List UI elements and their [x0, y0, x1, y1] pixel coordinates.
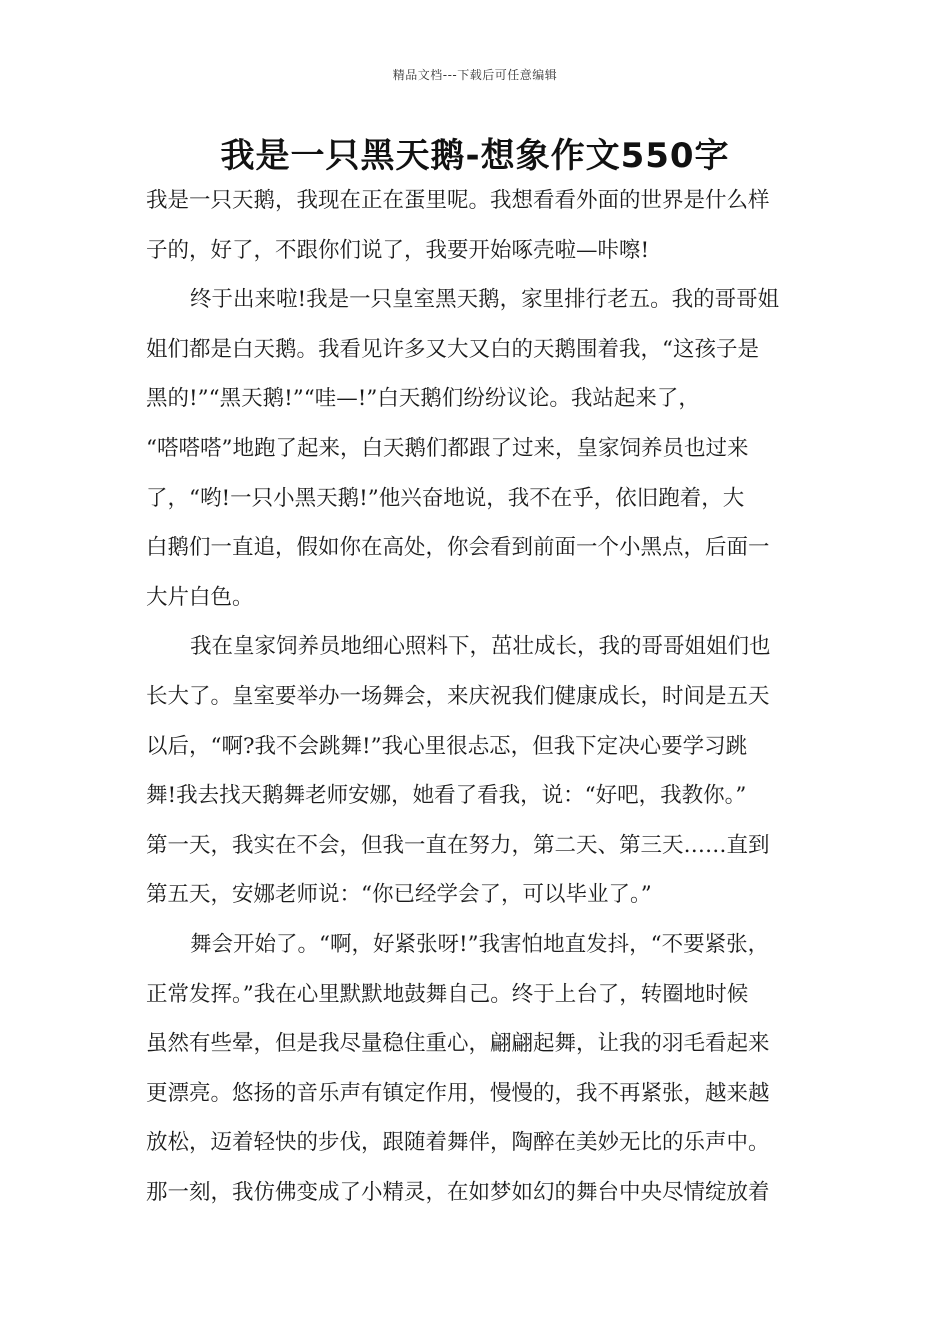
- text-line: 了，“哟!一只小黑天鹅!”他兴奋地说，我不在乎，依旧跑着，大: [146, 485, 745, 511]
- text-line: 白鹅们一直追，假如你在高处，你会看到前面一个小黑点，后面一: [146, 535, 770, 561]
- text-line: 第一天，我实在不会，但我一直在努力，第二天、第三天……直到: [146, 832, 770, 858]
- page-title: 我是一只黑天鹅-想象作文550字: [220, 136, 730, 176]
- text-line: 黑的!”“黑天鹅!”“哇—!”白天鹅们纷纷议论。我站起来了，: [146, 386, 700, 412]
- essay-body: [146, 176, 816, 1217]
- text-line: “嗒嗒嗒”地跑了起来，白天鹅们都跟了过来，皇家饲养员也过来: [146, 435, 749, 461]
- text-line: 正常发挥。”我在心里默默地鼓舞自己。终于上台了，转圈地时候: [146, 981, 749, 1007]
- text-line: 舞会开始了。“啊，好紧张呀!”我害怕地直发抖，“不要紧张，: [190, 931, 770, 957]
- text-line: 终于出来啦!我是一只皇室黑天鹅，家里排行老五。我的哥哥姐: [190, 287, 780, 313]
- text-line: 长大了。皇室要举办一场舞会，来庆祝我们健康成长，时间是五天: [146, 683, 770, 709]
- text-line: 姐们都是白天鹅。我看见许多又大又白的天鹅围着我，“这孩子是: [146, 336, 759, 362]
- header-note: 精品文档---下载后可任意编辑: [392, 68, 558, 82]
- text-line: 以后，“啊?我不会跳舞!”我心里很忐忑，但我下定决心要学习跳: [146, 733, 748, 759]
- text-line: 我在皇家饲养员地细心照料下，茁壮成长，我的哥哥姐姐们也: [190, 634, 771, 660]
- text-line: 虽然有些晕，但是我尽量稳住重心，翩翩起舞，让我的羽毛看起来: [146, 1031, 770, 1057]
- text-line: 大片白色。: [146, 584, 254, 610]
- text-line: 我是一只天鹅，我现在正在蛋里呢。我想看看外面的世界是什么样: [146, 188, 770, 213]
- text-line: 那一刻，我仿佛变成了小精灵，在如梦如幻的舞台中央尽情绽放着: [146, 1179, 770, 1205]
- text-line: 第五天，安娜老师说：“你已经学会了，可以毕业了。”: [146, 882, 652, 908]
- text-line: 更漂亮。悠扬的音乐声有镇定作用，慢慢的，我不再紧张，越来越: [146, 1080, 770, 1106]
- text-line: 子的，好了，不跟你们说了，我要开始啄壳啦—咔嚓!: [146, 237, 650, 263]
- text-line: 放松，迈着轻快的步伐，跟随着舞伴，陶醉在美妙无比的乐声中。: [146, 1130, 770, 1156]
- text-line: 舞!我去找天鹅舞老师安娜，她看了看我，说：“好吧，我教你。”: [146, 783, 747, 809]
